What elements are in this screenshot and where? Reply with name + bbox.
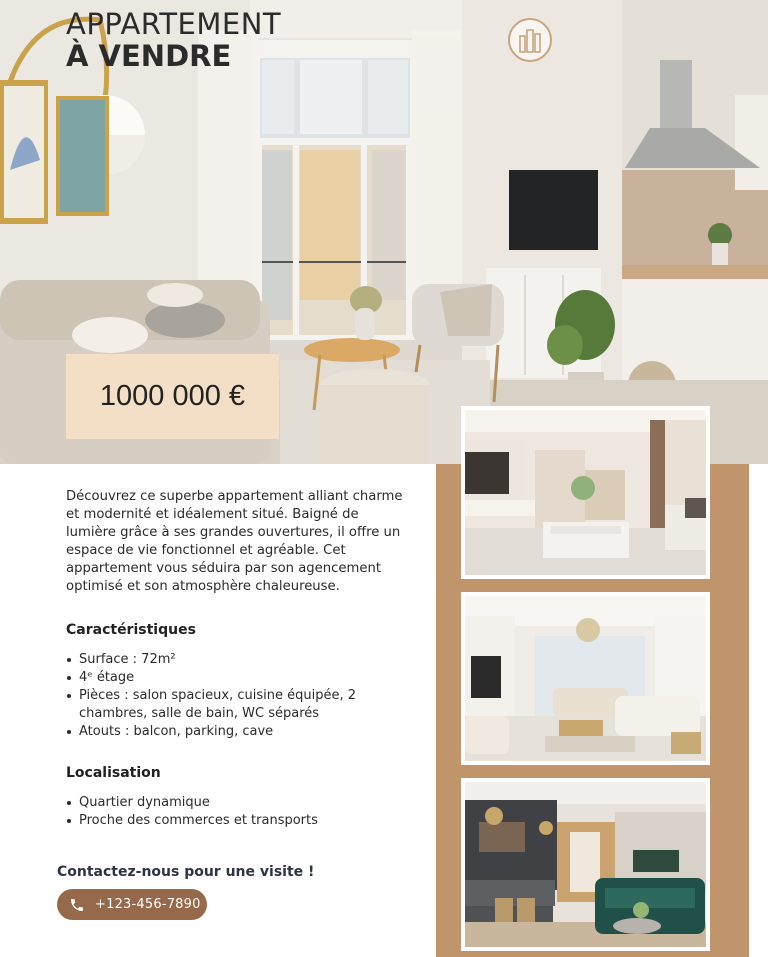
price-value: 1000 000 € [99,380,246,412]
list-item: Quartier dynamique [66,794,386,812]
gallery-photo-2 [461,592,710,765]
features-heading: Caractéristiques [66,622,196,638]
location-heading: Localisation [66,765,161,781]
living-room-photo-1 [465,410,706,575]
gallery-photo-1 [461,406,710,579]
list-item: Pièces : salon spacieux, cuisine équipée, 2 chambres, salle de bain, WC séparés [66,687,386,723]
title-line-2: À VENDRE [66,39,232,74]
title-line-1: APPARTEMENT [66,7,282,41]
list-item: 4ᵉ étage [66,669,386,687]
kitchen-photo-3 [465,782,706,947]
list-item: Proche des commerces et transports [66,812,386,830]
list-item: Atouts : balcon, parking, cave [66,723,386,741]
page-title [66,8,281,73]
phone-number: +123-456-7890 [95,897,201,912]
gallery-photo-3 [461,778,710,951]
living-room-photo-2 [465,596,706,761]
property-description: Découvrez ce superbe appartement alliant charme et modernité et idéalement situé. Baigné de lumière grâce à ses grandes ouvertures, il offre un espace de vie fonctionnel et agréable. Cet appartement vous séduira par son agencement optimisé et son atmosphère chaleureuse. [66,489,403,594]
contact-heading: Contactez-nous pour une visite ! [57,864,315,880]
phone-button[interactable] [57,889,207,920]
features-list [66,651,386,741]
price-tag [66,354,279,439]
phone-icon [69,897,85,913]
list-item: Surface : 72m² [66,651,386,669]
building-logo-icon [508,18,552,62]
location-list [66,794,386,830]
hero-photo [0,0,768,464]
